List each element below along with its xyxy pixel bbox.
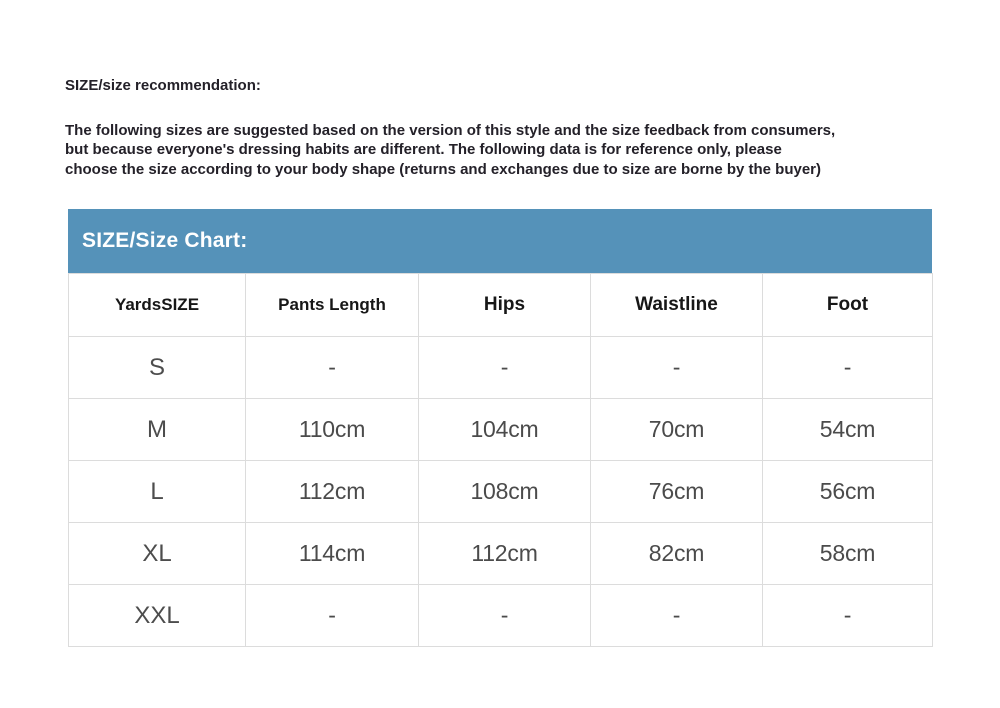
column-header-yardssize: YardsSIZE <box>69 274 246 337</box>
size-chart-title-bar <box>68 209 932 273</box>
column-header-pants-length: Pants Length <box>246 274 419 337</box>
size-cell: XL <box>69 523 246 585</box>
size-chart-title: SIZE/Size Chart: <box>82 229 248 252</box>
value-cell: 114cm <box>246 523 419 585</box>
value-cell: 82cm <box>591 523 763 585</box>
value-cell: - <box>419 337 591 399</box>
table-row-s <box>69 337 933 399</box>
value-cell: - <box>591 585 763 647</box>
table-row-l <box>69 461 933 523</box>
value-cell: 104cm <box>419 399 591 461</box>
value-cell: - <box>246 585 419 647</box>
size-cell: XXL <box>69 585 246 647</box>
value-cell: - <box>419 585 591 647</box>
header-row <box>69 274 933 337</box>
size-chart-table <box>68 273 933 647</box>
value-cell: 76cm <box>591 461 763 523</box>
value-cell: 110cm <box>246 399 419 461</box>
value-cell: 56cm <box>763 461 933 523</box>
column-header-waistline: Waistline <box>591 274 763 337</box>
recommendation-line-1: The following sizes are suggested based on the version of this style and the size feedback from consumers, <box>65 122 836 139</box>
value-cell: 112cm <box>419 523 591 585</box>
value-cell: 112cm <box>246 461 419 523</box>
size-cell: L <box>69 461 246 523</box>
value-cell: - <box>763 337 933 399</box>
table-row-xxl <box>69 585 933 647</box>
value-cell: 58cm <box>763 523 933 585</box>
value-cell: 54cm <box>763 399 933 461</box>
value-cell: 70cm <box>591 399 763 461</box>
table-row-m <box>69 399 933 461</box>
column-header-hips: Hips <box>419 274 591 337</box>
column-header-foot: Foot <box>763 274 933 337</box>
table-row-xl <box>69 523 933 585</box>
size-chart-section <box>68 209 932 647</box>
value-cell: - <box>763 585 933 647</box>
size-recommendation-heading: SIZE/size recommendation: <box>65 77 261 94</box>
value-cell: 108cm <box>419 461 591 523</box>
recommendation-line-2: but because everyone's dressing habits are different. The following data is for reference only, please <box>65 141 782 159</box>
size-cell: M <box>69 399 246 461</box>
value-cell: - <box>591 337 763 399</box>
size-recommendation-paragraph <box>65 121 835 179</box>
value-cell: - <box>246 337 419 399</box>
recommendation-line-3: choose the size according to your body shape (returns and exchanges due to size are borne by the buyer) <box>65 160 822 178</box>
size-cell: S <box>69 337 246 399</box>
